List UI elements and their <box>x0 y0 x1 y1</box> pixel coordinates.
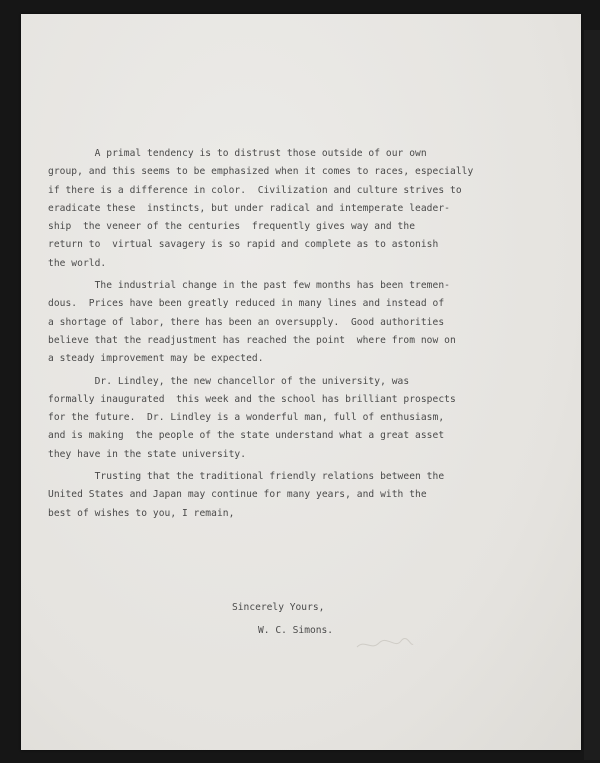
text-line: The industrial change in the past few months has been tremen- <box>48 280 450 292</box>
paragraph-4 <box>48 468 543 523</box>
text-line: return to virtual savagery is so rapid and complete as to astonish <box>48 239 439 251</box>
paragraph-2 <box>48 277 543 368</box>
text-line: formally inaugurated this week and the school has brilliant prospects <box>48 393 456 405</box>
text-line: eradicate these instincts, but under radical and intemperate leader- <box>48 202 450 214</box>
text-line: best of wishes to you, I remain, <box>48 507 235 519</box>
paragraph-1 <box>48 145 543 273</box>
text-line: a steady improvement may be expected. <box>48 353 264 365</box>
text-line: Trusting that the traditional friendly relations between the <box>48 471 445 483</box>
text-line: the world. <box>48 257 107 269</box>
text-line: they have in the state university. <box>48 448 247 460</box>
letter-body <box>48 145 543 523</box>
faint-signature-mark <box>355 635 415 653</box>
text-line: believe that the readjustment has reached the point where from now on <box>48 334 456 346</box>
scan-background-edge <box>584 30 600 760</box>
closing-salutation: Sincerely Yours, <box>232 602 325 613</box>
text-line: group, and this seems to be emphasized when it comes to races, especially <box>48 166 474 178</box>
text-line: United States and Japan may continue for many years, and with the <box>48 489 427 501</box>
text-line: a shortage of labor, there has been an oversupply. Good authorities <box>48 316 445 328</box>
signature-name: W. C. Simons. <box>258 625 334 636</box>
text-line: and is making the people of the state understand what a great asset <box>48 430 445 442</box>
text-line: Dr. Lindley, the new chancellor of the university, was <box>48 375 410 387</box>
text-line: ship the veneer of the centuries frequently gives way and the <box>48 221 416 233</box>
text-line: A primal tendency is to distrust those outside of our own <box>48 148 427 159</box>
text-line: dous. Prices have been greatly reduced in many lines and instead of <box>48 298 445 310</box>
text-line: for the future. Dr. Lindley is a wonderful man, full of enthusiasm, <box>48 412 445 424</box>
paragraph-3 <box>48 373 543 464</box>
text-line: if there is a difference in color. Civilization and culture strives to <box>48 184 462 196</box>
